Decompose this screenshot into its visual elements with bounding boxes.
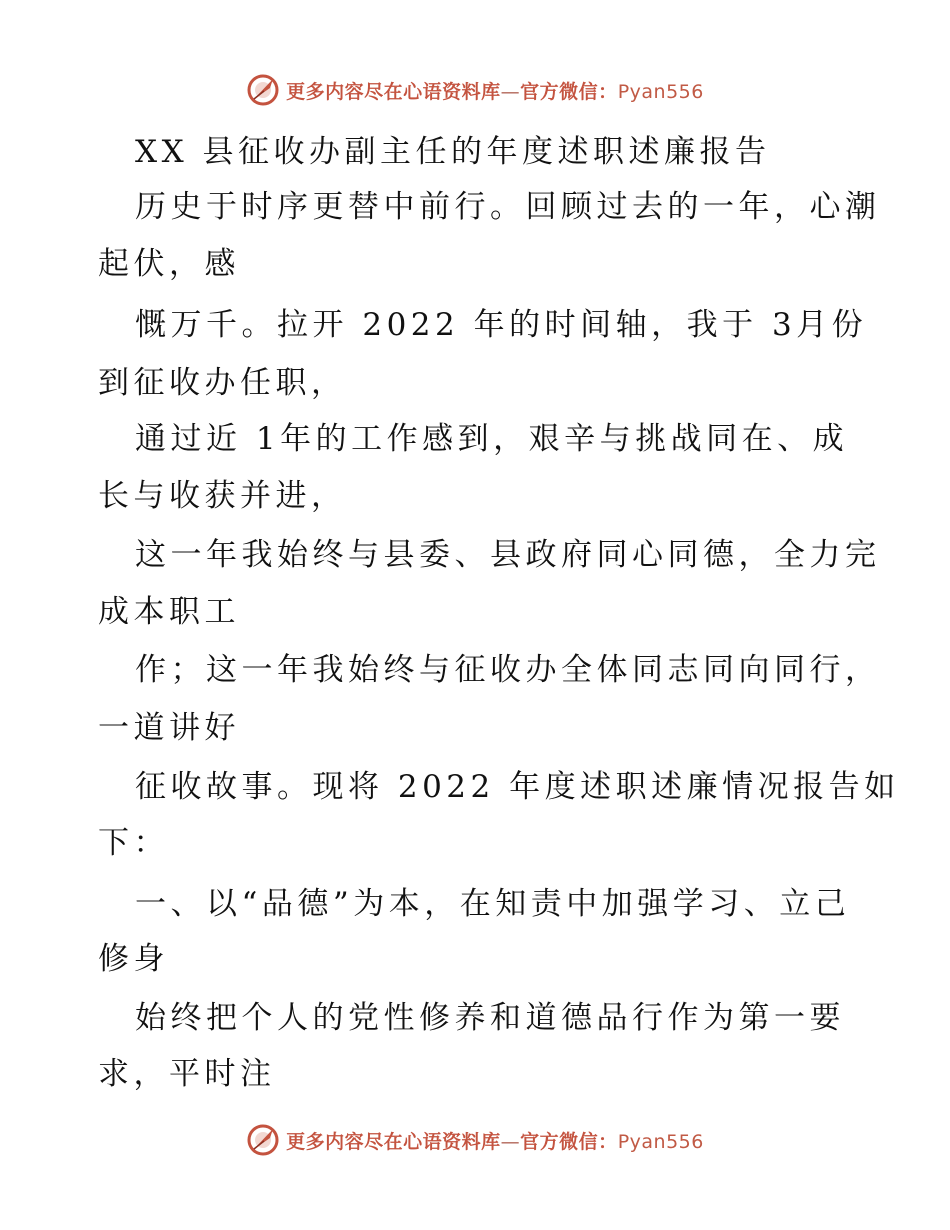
watermark-banner-top bbox=[0, 70, 950, 110]
text-line: 通过近 1年的工作感到，艰辛与挑战同在、成 bbox=[135, 421, 849, 457]
text-line: 一道讲好 bbox=[98, 710, 240, 746]
quill-seal-icon bbox=[246, 1123, 280, 1157]
watermark-account: Pyan556 bbox=[617, 80, 704, 103]
text-line: 修身 bbox=[98, 941, 169, 977]
text-line: 成本职工 bbox=[98, 594, 240, 630]
watermark-wechat-label: 官方微信： bbox=[520, 80, 618, 103]
text-line: 慨万千。拉开 2022 年的时间轴，我于 3月份 bbox=[135, 307, 868, 343]
watermark-wechat-label: 官方微信： bbox=[520, 1130, 618, 1153]
text-line: 求，平时注 bbox=[98, 1056, 276, 1092]
watermark-separator: — bbox=[500, 80, 521, 103]
document-title: XX 县征收办副主任的年度述职述廉报告 bbox=[135, 134, 771, 170]
text-line: 始终把个人的党性修养和道德品行作为第一要 bbox=[135, 1000, 845, 1036]
watermark-account: Pyan556 bbox=[617, 1130, 704, 1153]
watermark-brand: 更多内容尽在心语资料库 bbox=[286, 1130, 501, 1153]
text-line: 作；这一年我始终与征收办全体同志同向同行， bbox=[135, 652, 881, 688]
text-line: 起伏，感 bbox=[98, 246, 240, 282]
text-line: 长与收获并进， bbox=[98, 478, 347, 514]
watermark-separator: — bbox=[500, 1130, 521, 1153]
text-line: 这一年我始终与县委、县政府同心同德，全力完 bbox=[135, 537, 881, 573]
text-line: 征收故事。现将 2022 年度述职述廉情况报告如 bbox=[135, 769, 900, 805]
watermark-banner-bottom bbox=[0, 1120, 950, 1160]
watermark-text bbox=[286, 1127, 704, 1154]
watermark-text bbox=[286, 77, 704, 104]
text-line: 历史于时序更替中前行。回顾过去的一年，心潮 bbox=[135, 189, 881, 225]
text-line: 一、以“品德”为本，在知责中加强学习、立己 bbox=[135, 886, 851, 922]
quill-seal-icon bbox=[246, 73, 280, 107]
text-line: 下： bbox=[98, 825, 169, 861]
text-line: 到征收办任职， bbox=[98, 365, 347, 401]
watermark-brand: 更多内容尽在心语资料库 bbox=[286, 80, 501, 103]
